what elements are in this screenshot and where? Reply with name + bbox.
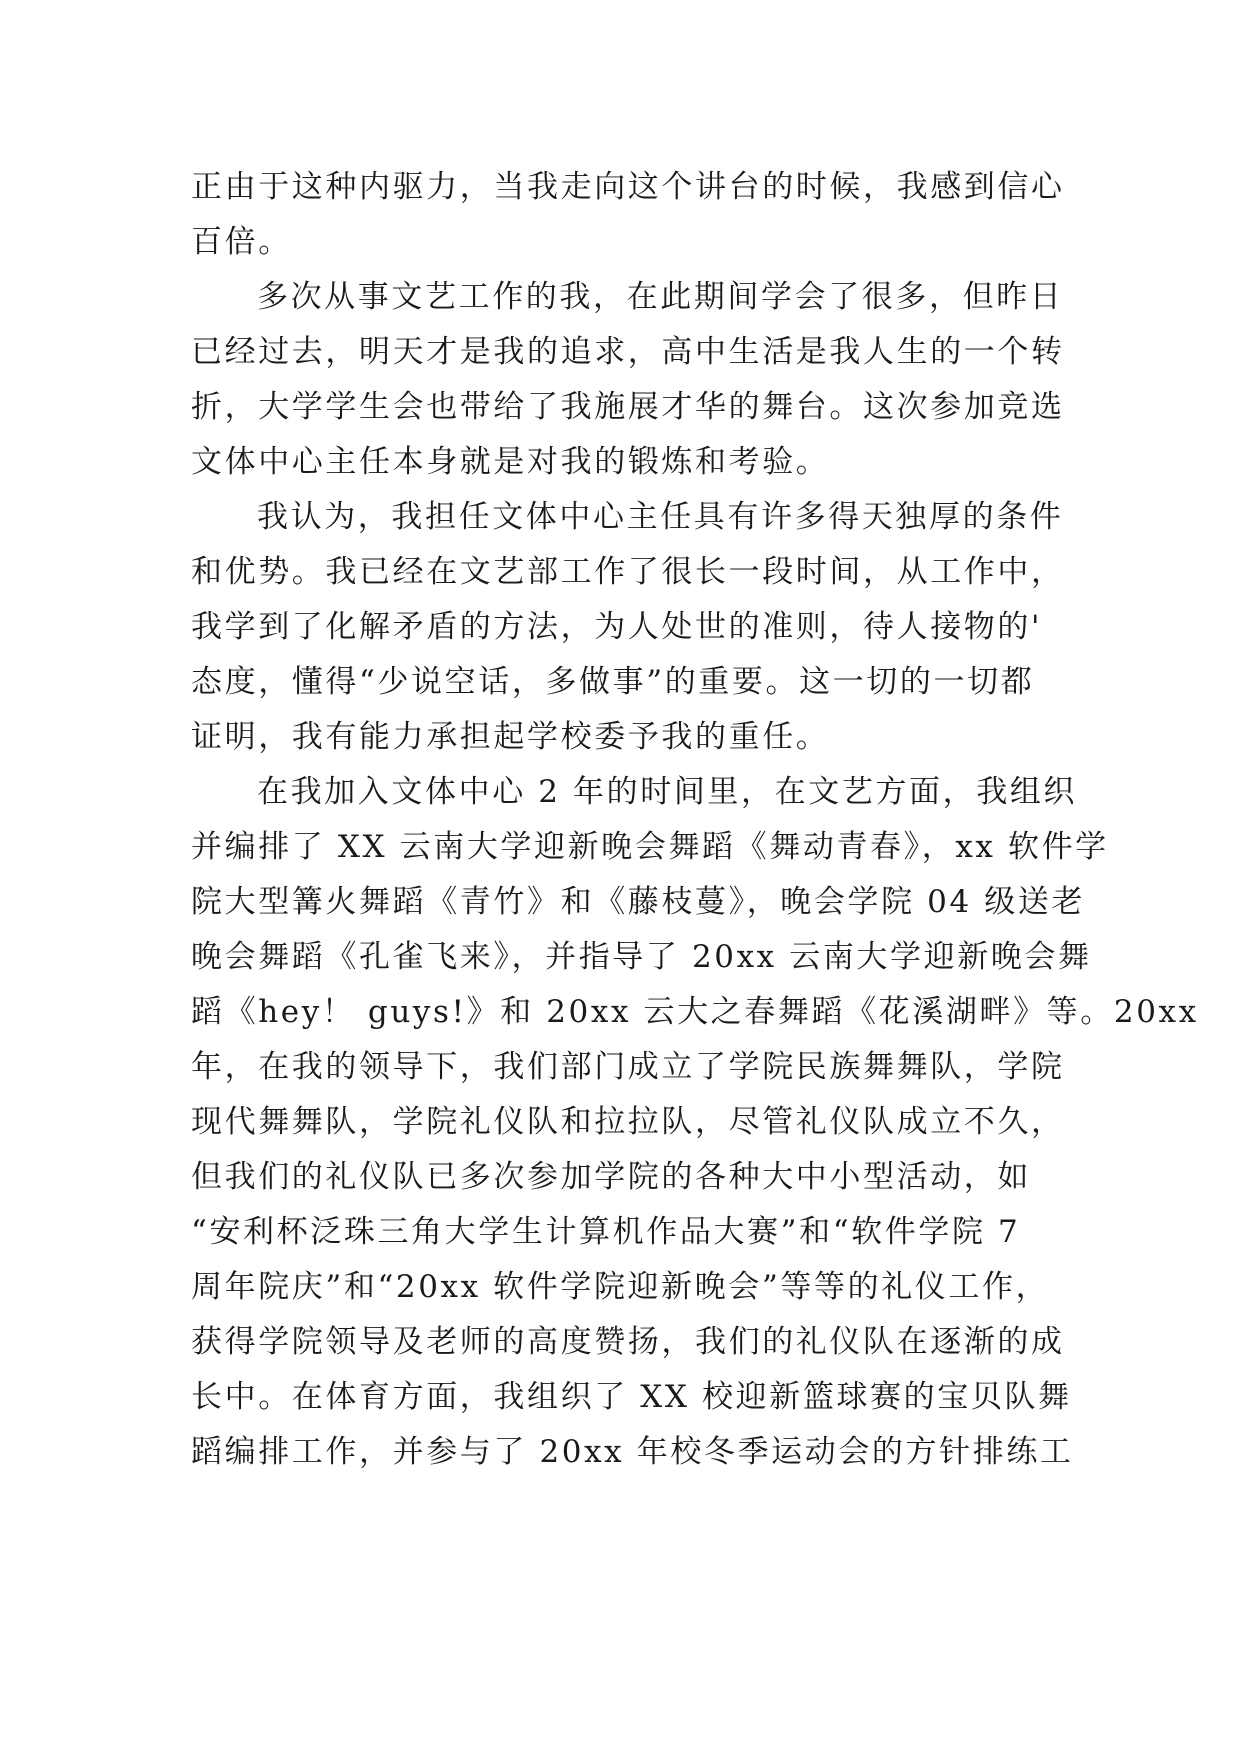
text-line: 态度，懂得“少说空话，多做事”的重要。这一切的一切都: [191, 664, 1035, 700]
text-line: 但我们的礼仪队已多次参加学院的各种大中小型活动，如: [191, 1159, 1031, 1195]
text-line: 多次从事文艺工作的我，在此期间学会了很多，但昨日: [257, 279, 1064, 315]
text-line: 晚会舞蹈《孔雀飞来》，并指导了 20xx 云南大学迎新晚会舞: [191, 939, 1092, 975]
body-text: [191, 160, 1199, 1480]
text-line: 证明，我有能力承担起学校委予我的重任。: [191, 719, 830, 755]
text-line: 年，在我的领导下，我们部门成立了学院民族舞舞队，学院: [191, 1049, 1065, 1085]
text-line: 折，大学学生会也带给了我施展才华的舞台。这次参加竞选: [191, 389, 1065, 425]
text-line: 院大型篝火舞蹈《青竹》和《藤枝蔓》，晚会学院 04 级送老: [191, 884, 1086, 920]
text-line: “安利杯泛珠三角大学生计算机作品大赛”和“软件学院 7: [191, 1214, 1021, 1250]
text-line: 文体中心主任本身就是对我的锻炼和考验。: [191, 444, 830, 480]
text-line: 和优势。我已经在文艺部工作了很长一段时间，从工作中，: [191, 554, 1065, 590]
text-line: 我认为，我担任文体中心主任具有许多得天独厚的条件: [257, 499, 1064, 535]
text-line: 现代舞舞队，学院礼仪队和拉拉队，尽管礼仪队成立不久，: [191, 1104, 1065, 1140]
text-line: 获得学院领导及老师的高度赞扬，我们的礼仪队在逐渐的成: [191, 1324, 1065, 1360]
text-line: 百倍。: [191, 224, 292, 260]
text-line: 在我加入文体中心 2 年的时间里，在文艺方面，我组织: [257, 774, 1078, 810]
text-line: 周年院庆”和“20xx 软件学院迎新晚会”等等的礼仪工作，: [191, 1269, 1050, 1305]
text-line: 我学到了化解矛盾的方法，为人处世的准则，待人接物的': [191, 609, 1043, 645]
text-line: 并编排了 XX 云南大学迎新晚会舞蹈《舞动青春》，xx 软件学: [191, 829, 1109, 865]
text-line: 正由于这种内驱力，当我走向这个讲台的时候，我感到信心: [191, 169, 1065, 205]
text-line: 蹈《hey！ guys!》和 20xx 云大之春舞蹈《花溪湖畔》等。20xx: [191, 994, 1199, 1030]
text-line: 长中。在体育方面，我组织了 XX 校迎新篮球赛的宝贝队舞: [191, 1379, 1072, 1415]
text-line: 已经过去，明天才是我的追求，高中生活是我人生的一个转: [191, 334, 1065, 370]
text-line: 蹈编排工作，并参与了 20xx 年校冬季运动会的方针排练工: [191, 1434, 1074, 1470]
